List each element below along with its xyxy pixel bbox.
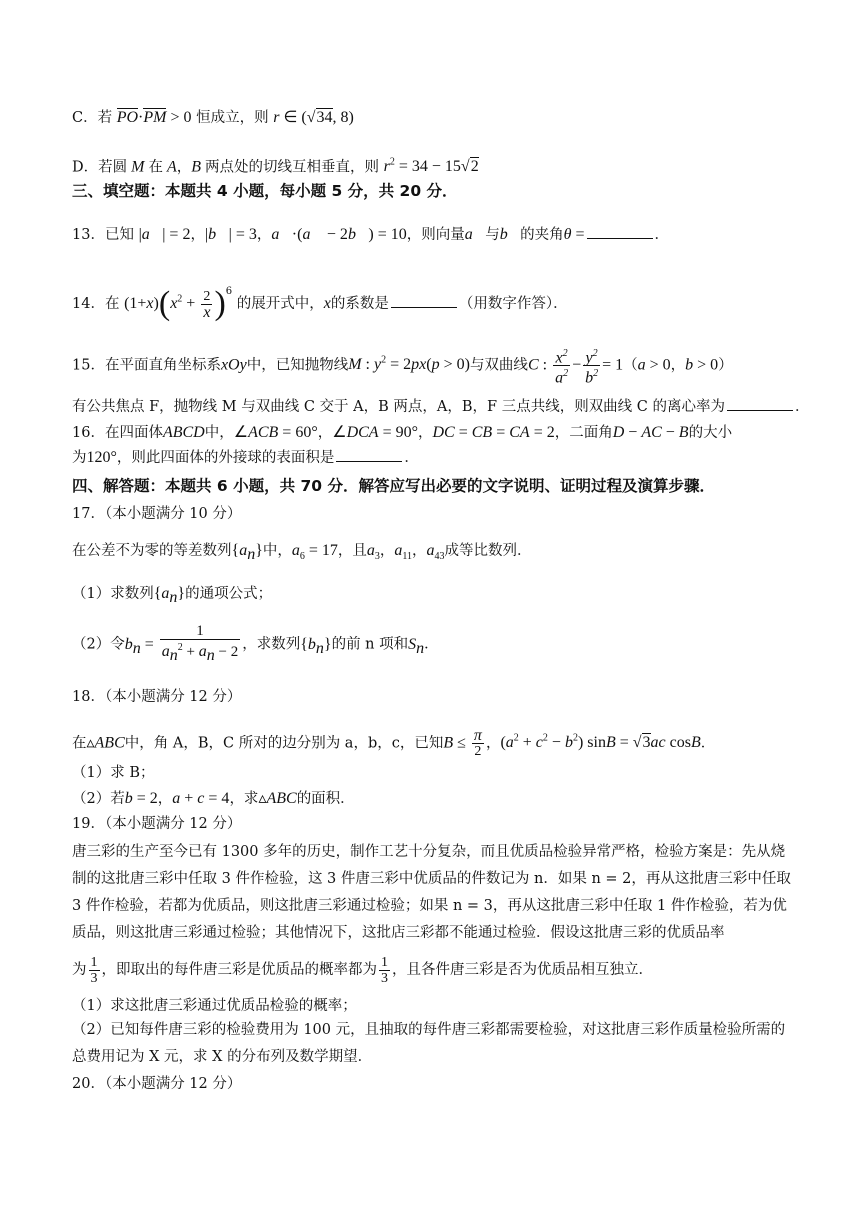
question-19-part2: （2）已知每件唐三彩的检验费用为 100 元，且抽取的每件唐三彩都需要检验，对这批唐三彩作质量检验所需的总费用记为 X 元，求 X 的分布列及数学期望． xyxy=(72,1022,786,1065)
section-3-title: 三、填空题：本题共 4 小题，每小题 5 分，共 20 分． xyxy=(72,182,458,200)
option-c: C．若 PO·PM > 0 恒成立，则 r ∈ (√34, 8) xyxy=(72,109,354,126)
question-17-part2: （2）令$b_n$ = $\frac{1}{a_n^2 + a_n - 2}$ ，求数列$\{b_n\}$的前 n 项和$S_n$． xyxy=(72,623,439,664)
answer-blank[interactable] xyxy=(391,293,457,308)
math-expr: PO·PM > 0 xyxy=(116,109,192,126)
question-16: 16．在四面体ABCD中，∠ACB = 60°，∠DCA = 90°，DC = CB = CA = 2，二面角D − AC − B的大小 xyxy=(72,424,733,441)
question-19-header: 19．（本小题满分 12 分） xyxy=(72,816,242,832)
question-15: 15．在平面直角坐标系xOy中，已知抛物线M : $y^2 = 2px(p > 0)$与双曲线C : $\frac{x^2}{a^2}$ − $\frac{y^2}{b^2}$ = 1（a > 0，b > 0） xyxy=(72,347,733,387)
question-13: 13．已知 |a⃗| = 2，|b⃗| = 3，a⃗·(a⃗ − 2b⃗) = 10，则向量a⃗与b⃗的夹角θ = ． xyxy=(72,226,670,243)
math-expr: $r^2 = 34 - 15√2$ xyxy=(383,157,479,176)
question-18-header: 18．（本小题满分 12 分） xyxy=(72,689,242,705)
question-17-header: 17．（本小题满分 10 分） xyxy=(72,506,242,522)
section-4-title: 四、解答题：本题共 6 小题，共 70 分．解答应写出必要的文字说明、证明过程及演算步骤． xyxy=(72,477,715,495)
question-19-stem: 唐三彩的生产至今已有 1300 多年的历史，制作工艺十分复杂，而且优质品检验异常严格，检验方案是：先从烧制的这批唐三彩中任取 3 件作检验，这 3 件唐三彩中优质品的件数记为 n．如果 n = 2，再从这批唐三彩中任取 3 件作检验，若都为优质品，则这批唐三彩通过检验；如果 n = 3，再从这批唐三彩中任取 1 件作检验，若为优质品，则这批唐三彩通过检验；其他情况下，这批店三彩都不能通过检验．假设这批唐三彩的优质品率 xyxy=(72,844,791,941)
question-17-part1: （1）求数列$\{a_n\}$的通项公式； xyxy=(72,585,273,607)
question-19-stem-end: 为 $\frac{1}{3}$ ，即取出的每件唐三彩是优质品的概率都为 $\frac{1}{3}$ ，且各件唐三彩是否为优质品相互独立． xyxy=(72,954,653,986)
question-18-stem: 在▵ABC中，角 A，B，C 所对的边分别为 a，b，c，已知B ≤ $\frac{\pi}{2}$ ，$(a^2 + c^2 - b^2) \sin B = √3ac$ cosB． xyxy=(72,726,716,759)
question-20-header: 20．（本小题满分 12 分） xyxy=(72,1076,242,1092)
question-16-line2: 为120°，则此四面体的外接球的表面积是 ． xyxy=(72,449,419,466)
answer-blank[interactable] xyxy=(727,396,793,411)
question-17-stem: 在公差不为零的等差数列$\{a_n\}$中，$a_6 = 17$，且$a_3$，$a_{11}$，$a_{43}$成等比数列． xyxy=(72,542,532,564)
question-15-line2: 有公共焦点 F，抛物线 M 与双曲线 C 交于 A，B 两点，A，B，F 三点共线，则双曲线 C 的离心率为 ． xyxy=(72,396,794,418)
answer-blank[interactable] xyxy=(336,447,402,462)
question-14: 14．在 $(1+x)(x^2$ + $\frac{2}{x}$ )$^6$ 的展开式中，x的系数是 （用数字作答）． xyxy=(72,285,568,322)
question-18-part1: （1）求 B； xyxy=(72,765,155,781)
answer-blank[interactable] xyxy=(587,224,653,239)
question-19-part1: （1）求这批唐三彩通过优质品检验的概率； xyxy=(72,998,357,1014)
question-18-part2: （2）若b = 2，a + c = 4，求▵ABC的面积． xyxy=(72,790,355,807)
option-d: D．若圆 M 在 A，B 两点处的切线互相垂直，则 $r^2 = 34 - 15√2$ xyxy=(72,157,479,176)
math-expr: r ∈ (√34, 8) xyxy=(273,109,354,126)
